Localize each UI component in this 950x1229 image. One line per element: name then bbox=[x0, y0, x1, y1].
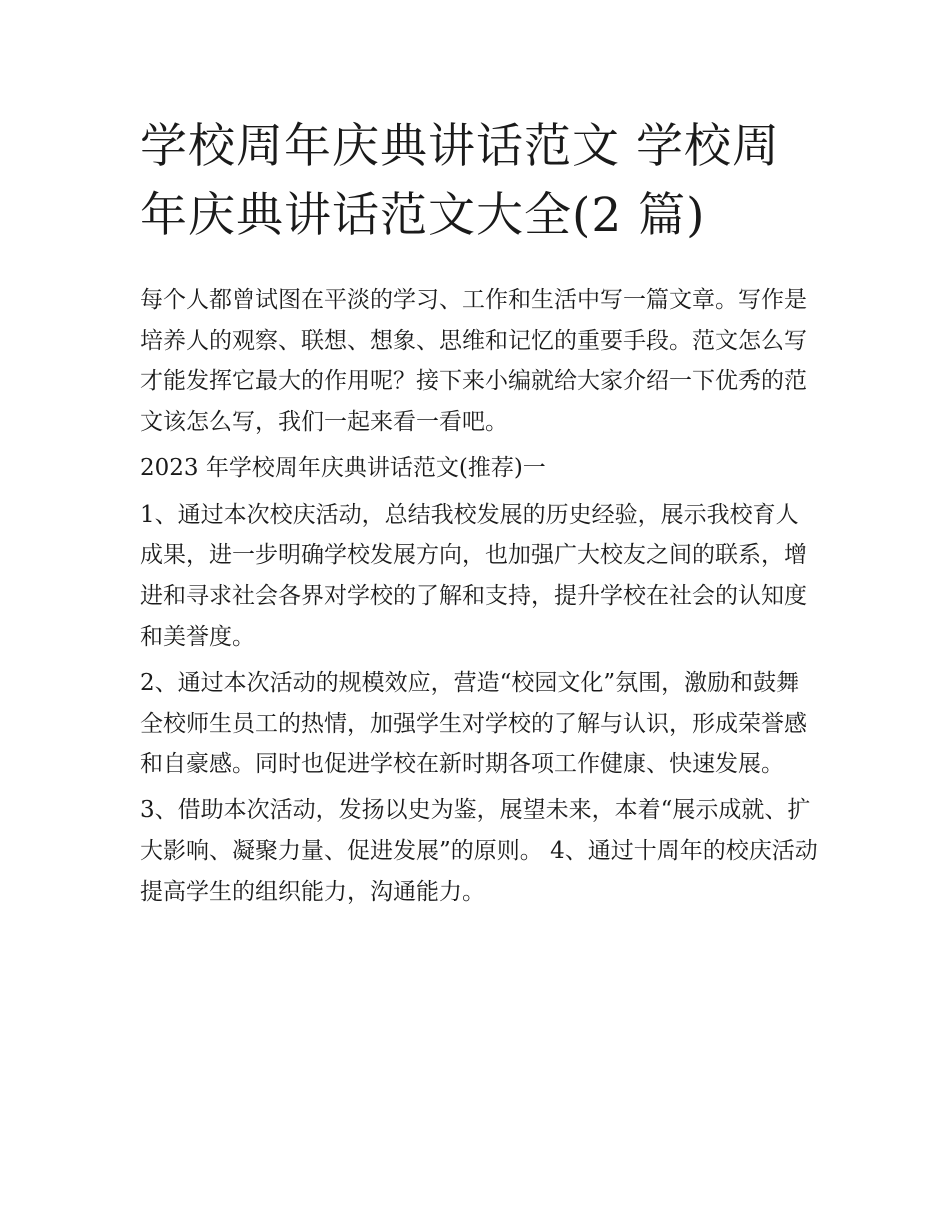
document-body bbox=[140, 280, 820, 918]
intro-paragraph: 每个人都曾试图在平淡的学习、工作和生活中写一篇文章。写作是培养人的观察、联想、想象、思维和记忆的重要手段。范文怎么写才能发挥它最大的作用呢？接下来小编就给大家介绍一下优秀的范文该怎么写，我们一起来看一看吧。 bbox=[140, 287, 807, 436]
list-item: 3、借助本次活动，发扬以史为鉴，展望未来，本着“展示成就、扩大影响、凝聚力量、促进发展”的原则。 4、通过十周年的校庆活动提高学生的组织能力，沟通能力。 bbox=[140, 797, 818, 905]
list-item: 1、通过本次校庆活动，总结我校发展的历史经验，展示我校育人成果，进一步明确学校发展方向，也加强广大校友之间的联系，增进和寻求社会各界对学校的了解和支持，提升学校在社会的认知度和美誉度。 bbox=[140, 501, 807, 650]
section-heading: 2023 年学校周年庆典讲话范文(推荐)一 bbox=[140, 455, 546, 482]
list-item: 2、通过本次活动的规模效应，营造“校园文化”氛围，激励和鼓舞全校师生员工的热情，加强学生对学校的了解与认识，形成荣誉感和自豪感。同时也促进学校在新时期各项工作健康、快速发展。 bbox=[140, 669, 807, 778]
document-title: 学校周年庆典讲话范文 学校周年庆典讲话范文大全(2 篇) bbox=[140, 119, 780, 243]
